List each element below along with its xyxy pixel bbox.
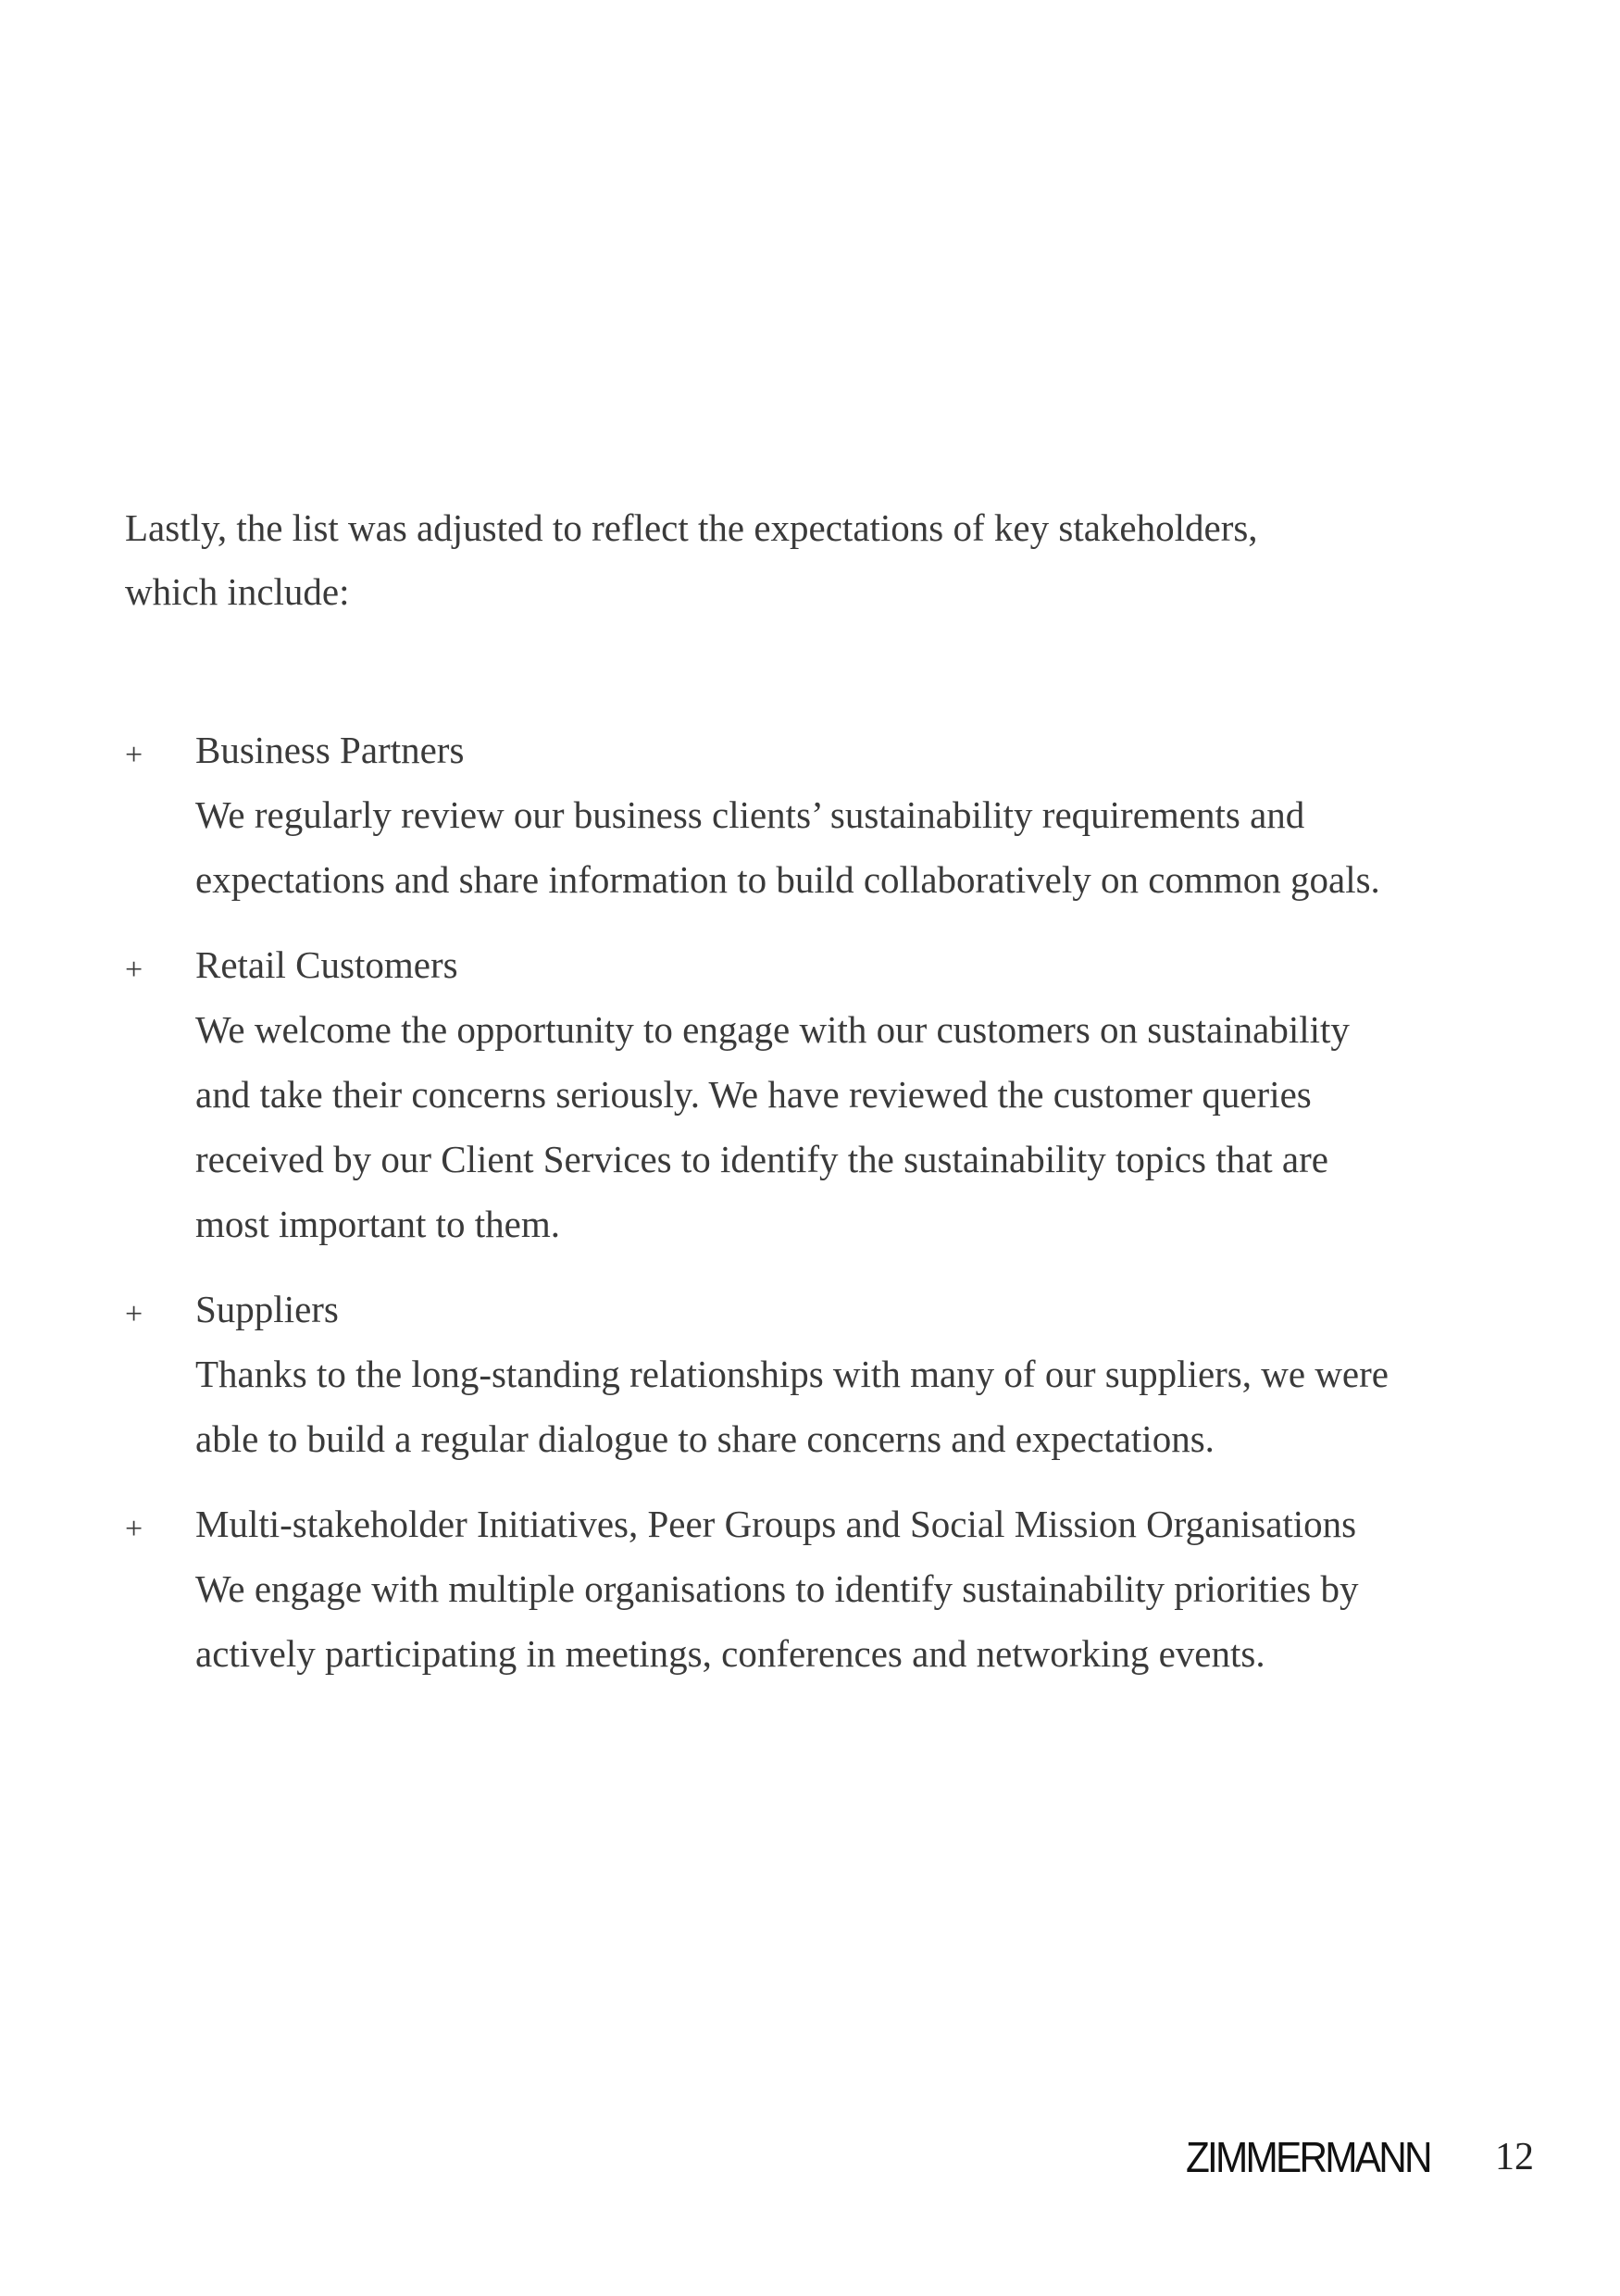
stakeholder-title: Business Partners [195, 729, 465, 771]
stakeholder-description-line: We engage with multiple organisations to identify sustainability priorities by [195, 1567, 1359, 1610]
stakeholder-description-line: We welcome the opportunity to engage with our customers on sustainability [195, 1008, 1350, 1051]
stakeholder-description-line: received by our Client Services to identify the sustainability topics that are [195, 1138, 1328, 1180]
page-footer [1165, 2129, 1534, 2185]
intro-line: Lastly, the list was adjusted to reflect the expectations of key stakeholders, [125, 506, 1258, 549]
brand-logo: ZIMMERMANN [1186, 2133, 1430, 2181]
stakeholder-title: Multi-stakeholder Initiatives, Peer Groups and Social Mission Organisations [195, 1503, 1357, 1545]
plus-bullet-icon: + [125, 1297, 143, 1331]
stakeholder-description-line: able to build a regular dialogue to share concerns and expectations. [195, 1417, 1215, 1460]
stakeholder-item-suppliers [125, 1277, 1514, 1471]
stakeholder-title: Retail Customers [195, 943, 458, 986]
stakeholder-description-line: Thanks to the long-standing relationships with many of our suppliers, we were [195, 1353, 1389, 1395]
stakeholder-description-line: most important to them. [195, 1203, 561, 1245]
stakeholder-description-line: We regularly review our business clients’ sustainability requirements and [195, 793, 1305, 836]
plus-bullet-icon: + [125, 953, 143, 987]
intro-paragraph [125, 496, 1467, 624]
stakeholder-item-multi-stakeholder [125, 1491, 1514, 1686]
stakeholder-description-line: actively participating in meetings, conferences and networking events. [195, 1632, 1265, 1675]
stakeholder-description-line: expectations and share information to build collaboratively on common goals. [195, 858, 1380, 901]
plus-bullet-icon: + [125, 738, 143, 772]
intro-line: which include: [125, 570, 350, 613]
stakeholder-title: Suppliers [195, 1288, 339, 1330]
stakeholder-list [125, 718, 1514, 1706]
page-number: 12 [1495, 2136, 1534, 2178]
plus-bullet-icon: + [125, 1512, 143, 1546]
stakeholder-description-line: and take their concerns seriously. We have reviewed the customer queries [195, 1073, 1312, 1116]
stakeholder-item-business-partners [125, 718, 1514, 912]
stakeholder-item-retail-customers [125, 932, 1514, 1256]
